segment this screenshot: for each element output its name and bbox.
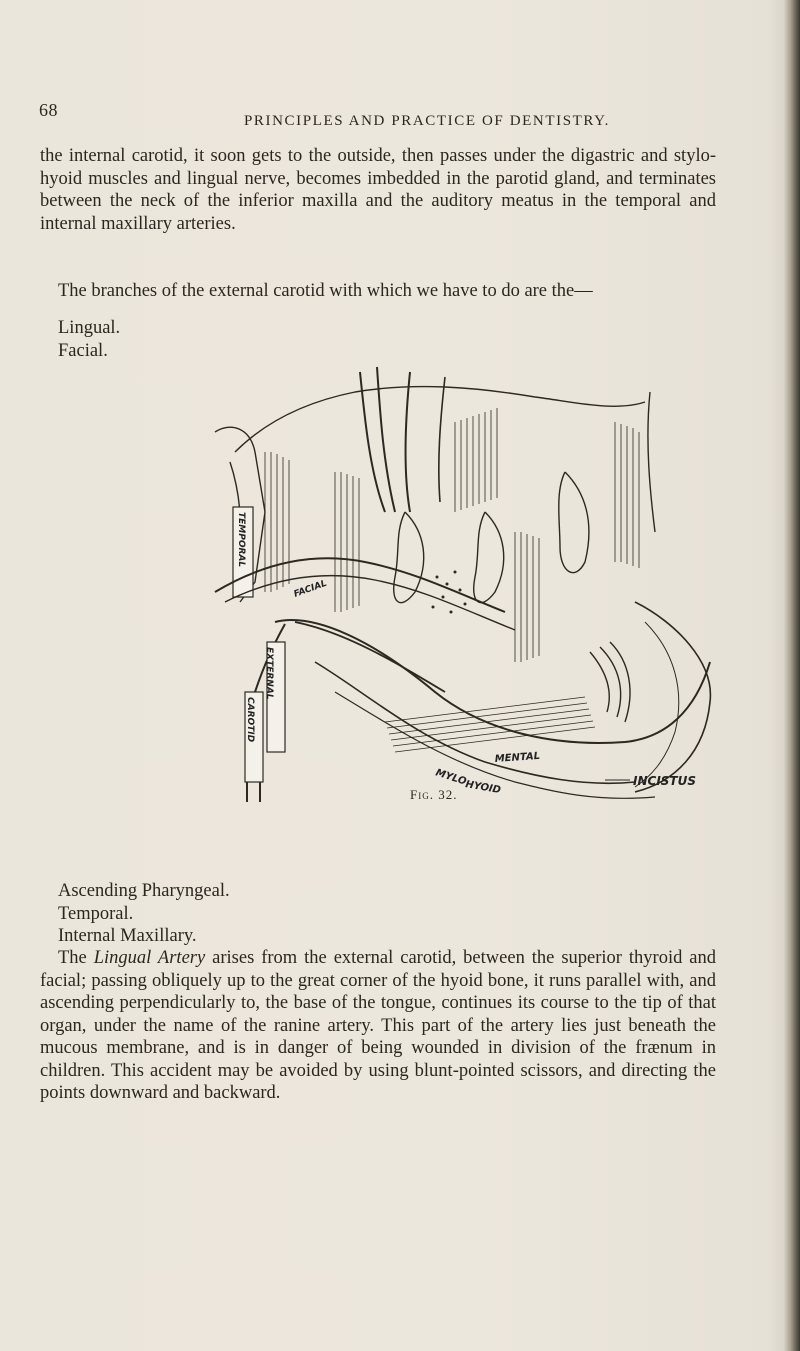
- figure-caption: Fig. 32.: [410, 787, 458, 802]
- page-number: 68: [39, 100, 58, 120]
- branch-list-part1: [58, 317, 120, 362]
- list-item: Facial.: [58, 340, 108, 361]
- list-item: Ascending Pharyngeal.: [58, 881, 230, 901]
- label-external: EXTERNAL: [264, 647, 274, 700]
- label-carotid: CAROTID: [245, 697, 255, 743]
- paragraph-carotid-course: the internal carotid, it soon gets to the outside, then passes under the digastric and stylo-hyoid muscles and lingual nerve, becomes imbedded in the parotid gland, and terminates between the neck of the inferior maxilla and the auditory meatus in the temporal and internal maxillary arteries.: [40, 146, 716, 234]
- paragraph-lingual-artery: [40, 947, 716, 1105]
- paragraph-branches-intro: The branches of the external carotid with which we have to do are the—: [58, 281, 593, 301]
- anatomical-figure: [155, 362, 720, 812]
- label-temporal: TEMPORAL: [236, 512, 246, 568]
- lingual-artery-term: Lingual Artery: [93, 948, 206, 968]
- label-incistus: INCISTUS: [633, 774, 696, 788]
- list-item: Internal Maxillary.: [58, 926, 197, 946]
- label-mylo: MYLO: [434, 767, 468, 788]
- para3-body: arises from the external carotid, between the superior thyroid and facial; passing obliquely up to the great corner of the hyoid bone, it runs parallel with, and ascending perpendicularly to, the base of the tongue, continues its course to the tip of that organ, under the name of the ranine artery. This part of the artery lies just beneath the mucous membrane, and is in danger of being wounded in division of the frænum in children. This accident may be avoided by using blunt-pointed scissors, and directing the points downward and backward.: [40, 948, 717, 1103]
- label-mental: MENTAL: [494, 750, 541, 765]
- para3-lead: The: [58, 948, 87, 968]
- list-item: Lingual.: [58, 318, 121, 338]
- label-facial: FACIAL: [292, 578, 329, 600]
- branch-list-part2: [58, 880, 230, 948]
- page-edge-shadow: [784, 0, 800, 1351]
- running-head: PRINCIPLES AND PRACTICE OF DENTISTRY.: [243, 113, 611, 129]
- list-item: Temporal.: [58, 903, 134, 924]
- label-hyoid: HYOID: [464, 779, 502, 797]
